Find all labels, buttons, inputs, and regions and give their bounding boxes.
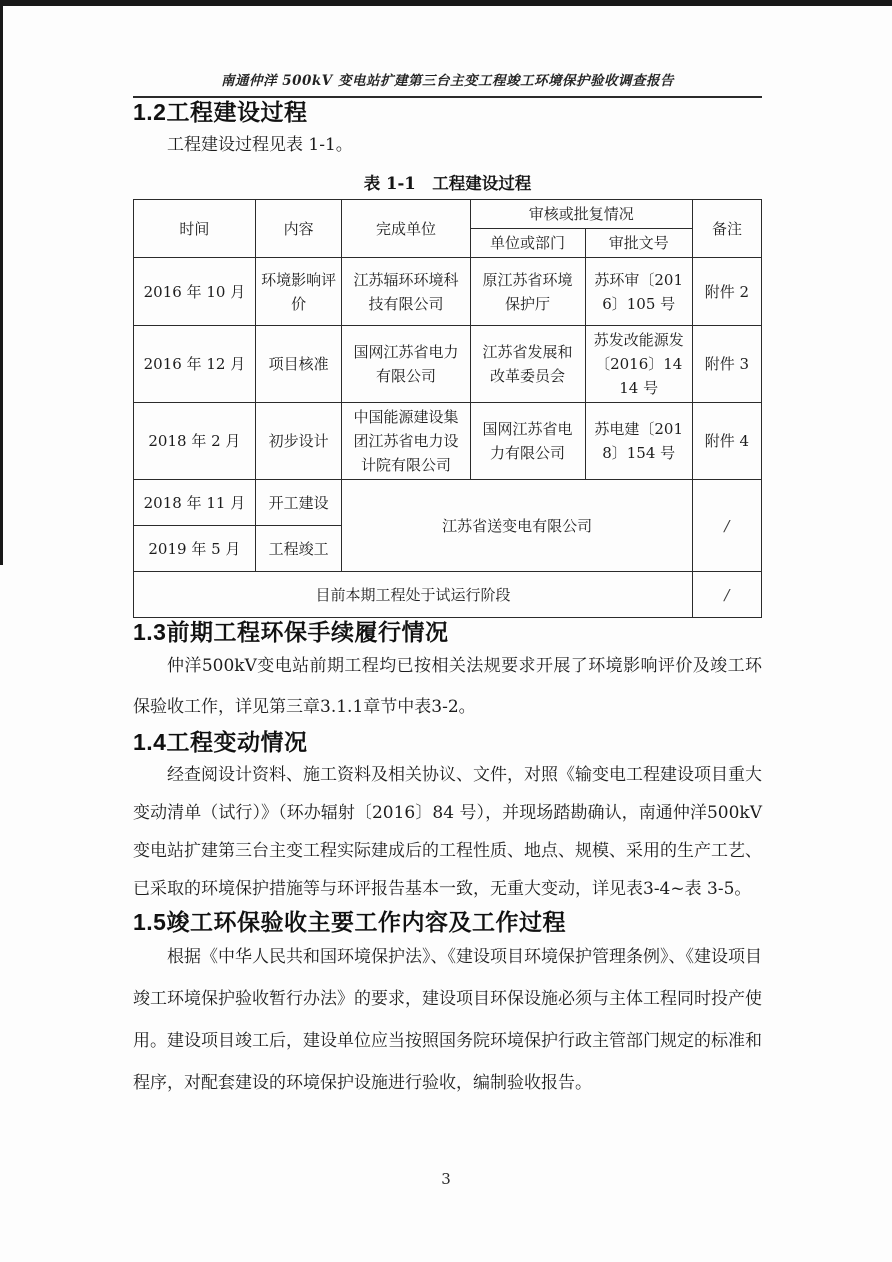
cell-content: 项目核准 — [255, 326, 342, 403]
table-row-eia — [134, 258, 762, 326]
cell-content: 工程竣工 — [255, 526, 342, 572]
cell-time: 2018 年 11 月 — [134, 480, 256, 526]
paragraph-1-4: 经查阅设计资料、施工资料及相关协议、文件，对照《输变电工程建设项目重大变动清单（试行）》（环办辐射〔2016〕84 号），并现场踏勘确认，南通仲洋500kV 变电站扩建第三台主变工程实际建成后的工程性质、地点、规模、采用的生产工艺、已采取的环境保护措施等与环评报告基本一致，无重大变动，详见表3-4~表 3-5。 — [133, 765, 762, 899]
col-header-time: 时间 — [134, 200, 256, 258]
col-header-doc-no: 审批文号 — [585, 229, 692, 258]
cell-remark-merged: / — [692, 480, 761, 572]
cell-unit: 江苏辐环环境科技有限公司 — [342, 258, 470, 326]
cell-remark: 附件 3 — [692, 326, 761, 403]
cell-doc-no: 苏发改能源发〔2016〕1414 号 — [585, 326, 692, 403]
cell-content: 初步设计 — [255, 403, 342, 480]
col-header-review-unit: 单位或部门 — [470, 229, 585, 258]
cell-remark: 附件 2 — [692, 258, 761, 326]
col-header-unit: 完成单位 — [342, 200, 470, 258]
cell-remark: 附件 4 — [692, 403, 761, 480]
paragraph-1-2: 工程建设过程见表 1-1。 — [167, 135, 353, 155]
cell-time: 2019 年 5 月 — [134, 526, 256, 572]
page-number: 3 — [441, 1170, 451, 1188]
scan-artifact-left-edge — [0, 0, 3, 565]
paragraph-1-5: 根据《中华人民共和国环境保护法》、《建设项目环境保护管理条例》、《建设项目竣工环境保护验收暂行办法》的要求，建设项目环保设施必须与主体工程同时投产使用。建设项目竣工后，建设单位应当按照国务院环境保护行政主管部门规定的标准和程序，对配套建设的环境保护设施进行验收，编制验收报告。 — [133, 947, 762, 1093]
col-header-review-group: 审核或批复情况 — [470, 200, 692, 229]
cell-content: 开工建设 — [255, 480, 342, 526]
cell-unit: 中国能源建设集团江苏省电力设计院有限公司 — [342, 403, 470, 480]
cell-doc-no: 苏电建〔2018〕154 号 — [585, 403, 692, 480]
cell-review-unit: 原江苏省环境保护厅 — [470, 258, 585, 326]
cell-time: 2016 年 10 月 — [134, 258, 256, 326]
report-title: 南通仲洋 500kV 变电站扩建第三台主变工程竣工环境保护验收调查报告 — [221, 73, 674, 89]
section-heading-1-4: 1.4工程变动情况 — [133, 729, 308, 755]
cell-status-text: 目前本期工程处于试运行阶段 — [134, 572, 693, 618]
col-header-remark: 备注 — [692, 200, 761, 258]
cell-construction-unit-merged: 江苏省送变电有限公司 — [342, 480, 692, 572]
cell-time: 2016 年 12 月 — [134, 326, 256, 403]
section-heading-1-3: 1.3前期工程环保手续履行情况 — [133, 619, 449, 645]
page-header — [133, 0, 762, 98]
col-header-content: 内容 — [255, 200, 342, 258]
cell-status-remark: / — [692, 572, 761, 618]
table-row-approval — [134, 326, 762, 403]
section-heading-1-5: 1.5竣工环保验收主要工作内容及工作过程 — [133, 909, 566, 935]
cell-review-unit: 江苏省发展和改革委员会 — [470, 326, 585, 403]
cell-content: 环境影响评价 — [255, 258, 342, 326]
cell-time: 2018 年 2 月 — [134, 403, 256, 480]
cell-doc-no: 苏环审〔2016〕105 号 — [585, 258, 692, 326]
table-caption: 表 1-1 工程建设过程 — [363, 174, 532, 193]
table-row-status — [134, 572, 762, 618]
table-row-design — [134, 403, 762, 480]
table-header-row-1 — [134, 200, 762, 229]
cell-review-unit: 国网江苏省电力有限公司 — [470, 403, 585, 480]
cell-unit: 国网江苏省电力有限公司 — [342, 326, 470, 403]
section-heading-1-2: 1.2工程建设过程 — [133, 99, 308, 125]
table-row-construction-start — [134, 480, 762, 526]
paragraph-1-3: 仲洋500kV变电站前期工程均已按相关法规要求开展了环境影响评价及竣工环保验收工作，详见第三章3.1.1章节中表3-2。 — [133, 656, 762, 717]
construction-process-table — [133, 199, 762, 618]
page-content — [133, 0, 762, 1104]
